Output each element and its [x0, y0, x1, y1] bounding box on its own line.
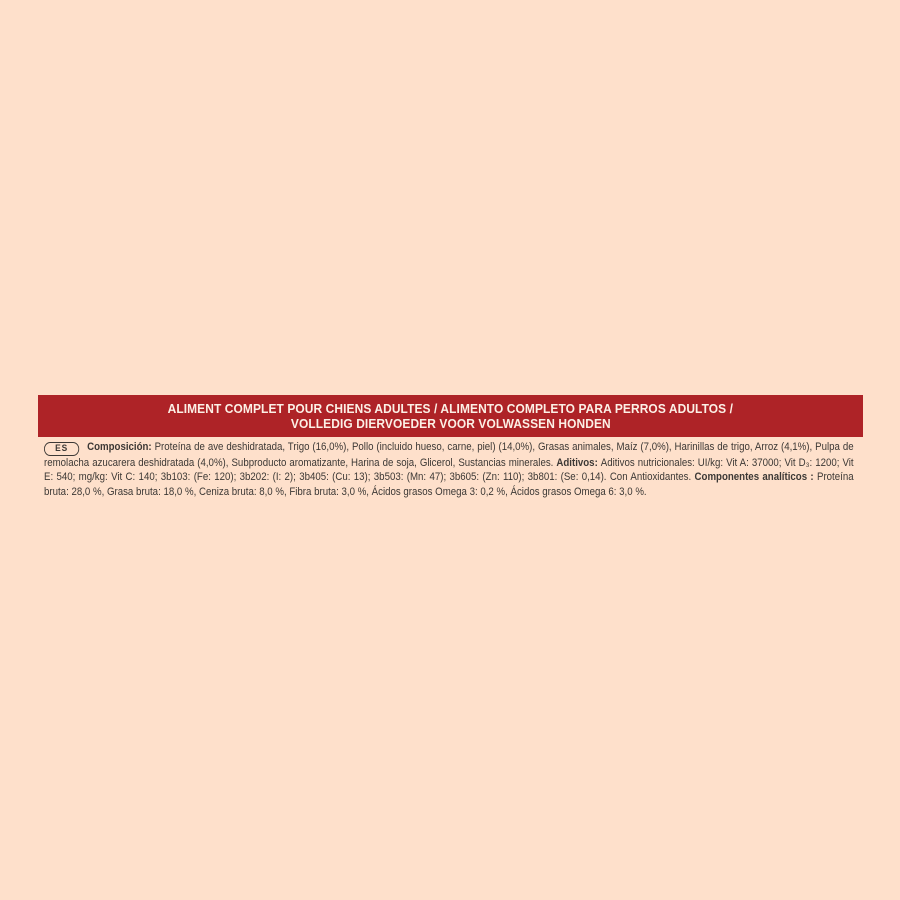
composition-section	[44, 440, 854, 499]
composition-paragraph	[44, 440, 854, 499]
banner-line-1: ALIMENT COMPLET POUR CHIENS ADULTES / ALIMENTO COMPLETO PARA PERROS ADULTOS /	[167, 401, 734, 416]
language-badge-es: ES	[44, 442, 79, 456]
product-type-banner	[38, 395, 863, 437]
composition-rich-text: Composición: Proteína de ave deshidratada, Trigo (16,0%), Pollo (incluido hueso, carne, piel) (14,0%), Grasas animales, Maíz (7,0%), Harinillas de trigo, Arroz (4,1%), Pulpa de remolacha azucarera deshidratada (4,0%), Subproducto aromatizante, Harina de soja, Glicerol, Sustancias minerales. Aditivos: Aditivos nutricionales: UI/kg: Vit A: 37000; Vit D₃: 1200; Vit E: 540; mg/kg: Vit C: 140; 3b103: (Fe: 120); 3b202: (I: 2); 3b405: (Cu: 13); 3b503: (Mn: 47); 3b605: (Zn: 110); 3b801: (Se: 0,14). Con Antioxidantes. Componentes analíticos : Proteína bruta: 28,0 %, Grasa bruta: 18,0 %, Ceniza bruta: 8,0 %, Fibra bruta: 3,0 %, Ácidos grasos Omega 3: 0,2 %, Ácidos grasos Omega 6: 3,0 %.	[44, 441, 854, 498]
banner-line-2: VOLLEDIG DIERVOEDER VOOR VOLWASSEN HONDEN	[290, 416, 611, 431]
